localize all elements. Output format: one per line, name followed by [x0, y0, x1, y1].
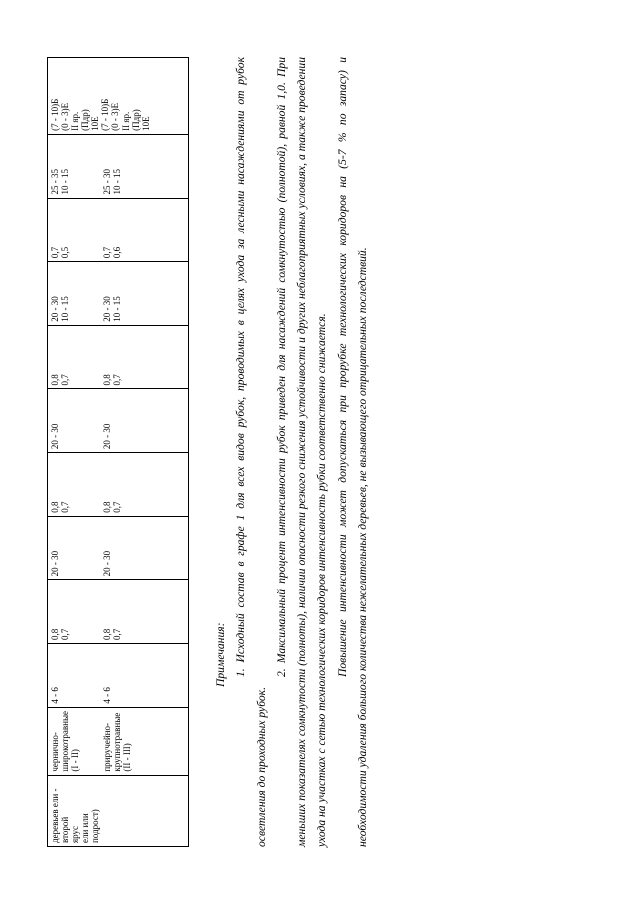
cell-line: чернично- [50, 732, 60, 772]
cell-line: 0,7 [102, 246, 113, 259]
cell-line: 0,8 [102, 374, 113, 386]
cell-line: 0,7 [60, 501, 71, 513]
cell-line: 0,7 [112, 501, 123, 513]
cell-line: 10 - 15 [112, 169, 123, 195]
rotated-page [47, 47, 407, 847]
cell-line: 20 - 30 [102, 423, 113, 450]
cell-line: 0,7 [50, 246, 60, 259]
cell-line: 10 - 15 [60, 169, 71, 195]
table-cell-density-1 [48, 580, 189, 644]
cell-line: (7 - 10)Б [50, 98, 60, 131]
table-cell-intensity-4 [48, 134, 189, 198]
cell-line: 20 - 30 [102, 296, 113, 322]
cell-line: широкотравные [60, 710, 71, 772]
notes-heading: Примечания: [214, 622, 227, 687]
cell-line: 0,5 [60, 246, 71, 259]
cell-line: 20 - 30 [102, 550, 113, 577]
cell-line: 0,7 [60, 628, 71, 640]
table-cell-density-4 [48, 198, 189, 262]
cell-line: 4 - 6 [50, 687, 60, 704]
cell-line: (Пдр) [80, 109, 91, 131]
cell-line: (0 - 3)Е [110, 102, 121, 131]
table-cell-density-2 [48, 453, 189, 517]
table-cell-intensity-3 [48, 262, 189, 326]
cell-line: 0,7 [60, 374, 71, 386]
table-cell-stand [48, 775, 189, 846]
cell-line: (7 - 10)Б [100, 98, 111, 131]
cell-line: 20 - 30 [50, 296, 60, 322]
cell-line: ели или подрост) [80, 809, 101, 843]
cell-line: II яр. [120, 111, 131, 131]
cell-line: 25 - 35 [50, 169, 60, 195]
cell-line: II яр. [70, 111, 81, 131]
table-cell-intensity-2 [48, 389, 189, 453]
cell-line: 4 - 6 [102, 687, 113, 704]
cell-line: 0,8 [102, 501, 113, 513]
cell-line: (II - III) [122, 743, 133, 772]
cell-line: крупнотравные [112, 712, 123, 772]
cell-line: 10Е [90, 116, 101, 131]
cell-line: 0,6 [112, 246, 123, 259]
note-3: Повышение интенсивности может допускаться при прорубке технологических коридоров на (5-7 % по запасу) и необходимости удаления большого количества нежелательных деревьев, не вызывающего отрицательных последствий. [335, 57, 369, 847]
cell-line: 10Е [140, 116, 151, 131]
cell-line: 20 - 30 [50, 423, 60, 450]
note-1: 1. Исходный состав в графе 1 для всех видов рубок, проводимых в целях ухода за лесными насаждениями от рубок осветления до проходных рубок. [234, 57, 268, 847]
table-cell-intensity-1 [48, 516, 189, 580]
cell-line: (I - II) [70, 749, 81, 772]
table-cell-target-composition [48, 58, 189, 135]
cell-line: (Пдр) [130, 109, 141, 131]
cell-line: деревьев ели - второй [50, 788, 71, 843]
note-2: 2. Максимальный процент интенсивности рубок приведен для насаждений сомкнутостью (полнотой), равной 1,0. При меньших показателях сомкнутости (полноты), наличии опасности резкого снижения устойчивости и других неблагоприятных условиях, а также проведении ухода на участках с сетью технологических коридоров интенсивность рубки соответственно снижается. [274, 57, 329, 847]
table-cell-forest-type [48, 707, 189, 775]
cell-line: 0,7 [112, 374, 123, 386]
cell-line: 25 - 30 [102, 169, 113, 195]
notes-section [211, 57, 373, 847]
silviculture-table [47, 57, 189, 847]
cell-line: (0 - 3)Е [60, 102, 71, 131]
cell-line: 0,8 [50, 501, 60, 513]
table-row [48, 58, 189, 847]
table-cell-density-3 [48, 325, 189, 389]
cell-line: ярус [70, 825, 81, 843]
cell-line: 10 - 15 [60, 296, 71, 322]
cell-line: 20 - 30 [50, 550, 60, 577]
cell-line: 0,7 [112, 628, 123, 640]
cell-line: 0,8 [102, 628, 113, 640]
cell-line: 10 - 15 [112, 296, 123, 322]
cell-line: 0,8 [50, 374, 60, 386]
cell-line: приручейно- [102, 723, 113, 772]
table-cell-age [48, 644, 189, 708]
cell-line: 0,8 [50, 628, 60, 640]
